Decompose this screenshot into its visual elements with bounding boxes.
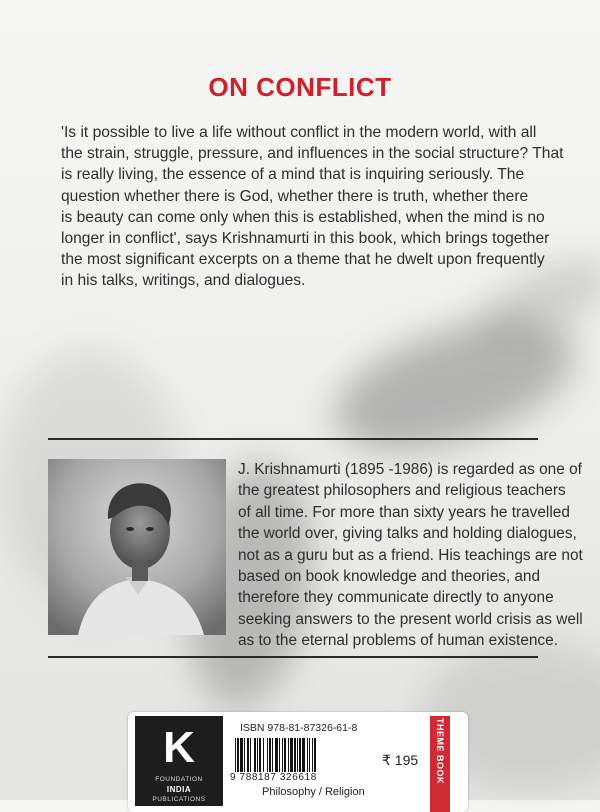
- intro-line: is really living, the essence of a mind that is inquiring seriously. The: [61, 166, 525, 184]
- shadow-overlay: [319, 294, 591, 476]
- barcode-bar: [263, 738, 264, 772]
- intro-line: the most significant excerpts on a theme that he dwelt upon frequently: [61, 251, 545, 269]
- publisher-logo-line1: FOUNDATION: [155, 776, 203, 783]
- barcode-bar: [282, 738, 283, 772]
- bio-line: the world over, giving talks and holding dialogues,: [238, 525, 577, 543]
- barcode-bar: [237, 738, 239, 772]
- divider-top: [48, 438, 538, 440]
- barcode-bar: [272, 738, 273, 772]
- publisher-logo-line3: PUBLICATIONS: [152, 796, 206, 803]
- barcode-digits: 9 788187 326618: [230, 772, 317, 783]
- barcode-bar: [279, 738, 280, 772]
- book-title: ON CONFLICT: [208, 72, 392, 102]
- barcode-bar: [302, 738, 305, 772]
- intro-paragraph: [61, 122, 564, 292]
- bio-line: the greatest philosophers and religious teachers: [238, 482, 566, 500]
- publisher-logo-line2: INDIA: [166, 785, 192, 794]
- barcode-bar: [235, 738, 236, 772]
- barcode-bar: [294, 738, 296, 772]
- barcode-bar: [284, 738, 286, 772]
- bio-line: based on book knowledge and theories, and: [238, 568, 541, 586]
- barcode-bar: [259, 738, 261, 772]
- barcode-bar: [275, 738, 278, 772]
- intro-line: 'Is it possible to live a life without conflict in the modern world, with all: [61, 124, 537, 141]
- bio-line: seeking answers to the present world crisis as well: [238, 610, 583, 628]
- barcode-bar: [254, 738, 256, 772]
- barcode-bar: [307, 738, 308, 772]
- bio-line: of all time. For more than sixty years he travelled: [238, 503, 570, 521]
- intro-line: longer in conflict', says Krishnamurti in this book, which brings together: [61, 230, 550, 248]
- barcode-bar: [267, 738, 268, 772]
- barcode-bar: [314, 738, 316, 772]
- author-portrait: [48, 459, 226, 635]
- bio-line: as to the eternal problems of human existence.: [238, 632, 558, 650]
- barcode-bar: [269, 738, 271, 772]
- intro-line: is beauty can come only when this is established, when the mind is no: [61, 208, 545, 226]
- barcode-bar: [312, 738, 313, 772]
- barcode-bar: [247, 738, 249, 772]
- publisher-logo: [135, 716, 223, 806]
- barcode-bar: [309, 738, 310, 772]
- barcode-bar: [240, 738, 243, 772]
- author-bio: [238, 459, 583, 652]
- isbn-label: ISBN 978-81-87326-61-8: [240, 722, 358, 734]
- intro-line: in his talks, writings, and dialogues.: [61, 272, 306, 290]
- series-tab-label: THEME BOOK: [435, 718, 445, 785]
- bio-line: not as a guru but as a friend. His teachings are not: [238, 546, 583, 564]
- barcode-bar: [244, 738, 245, 772]
- category-label: Philosophy / Religion: [262, 786, 365, 798]
- publisher-logo-letter: K: [163, 723, 195, 772]
- author-portrait-illustration: [48, 459, 226, 635]
- barcode-bar: [257, 738, 258, 772]
- barcode-bar: [299, 738, 301, 772]
- barcode-bar: [288, 738, 289, 772]
- bio-line: therefore they communicate directly to anyone: [238, 589, 554, 607]
- barcode-bar: [250, 738, 251, 772]
- barcode-bar: [290, 738, 293, 772]
- barcode-bars: [233, 738, 373, 772]
- price: ₹ 195: [382, 752, 419, 768]
- barcode-bar: [297, 738, 298, 772]
- bio-line: J. Krishnamurti (1895 -1986) is regarded as one of: [238, 461, 582, 478]
- intro-line: the strain, struggle, pressure, and influences in the social structure? That: [61, 145, 564, 163]
- divider-bottom: [48, 656, 538, 658]
- intro-line: question whether there is God, whether there is truth, whether there: [61, 187, 529, 205]
